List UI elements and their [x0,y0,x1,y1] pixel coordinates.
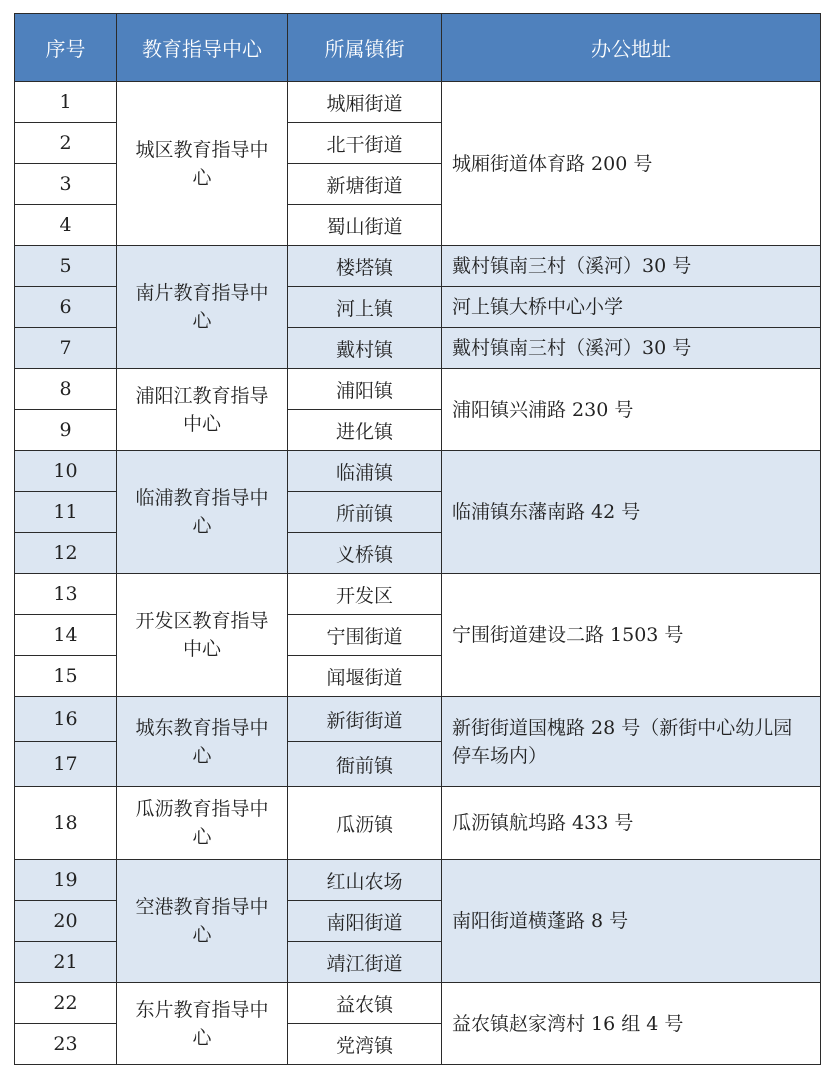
table-row [15,697,821,742]
row-town: 红山农场 [288,860,442,901]
row-no: 3 [15,164,117,205]
row-no: 12 [15,533,117,574]
row-no: 17 [15,742,117,787]
office-address: 新街街道国槐路 28 号（新街中心幼儿园停车场内） [442,697,821,787]
row-no: 14 [15,615,117,656]
row-town: 所前镇 [288,492,442,533]
row-town: 河上镇 [288,287,442,328]
row-no: 7 [15,328,117,369]
header-no: 序号 [15,14,117,82]
table-row [15,82,821,123]
center-name: 城东教育指导中心 [117,697,288,787]
center-name: 临浦教育指导中心 [117,451,288,574]
row-no: 22 [15,983,117,1024]
row-town: 南阳街道 [288,901,442,942]
row-town: 义桥镇 [288,533,442,574]
table-header-row [15,14,821,82]
table-row [15,983,821,1024]
row-no: 19 [15,860,117,901]
row-town: 开发区 [288,574,442,615]
row-town: 益农镇 [288,983,442,1024]
row-town: 新街街道 [288,697,442,742]
center-name: 开发区教育指导中心 [117,574,288,697]
row-town: 新塘街道 [288,164,442,205]
row-town: 楼塔镇 [288,246,442,287]
row-town: 戴村镇 [288,328,442,369]
row-no: 21 [15,942,117,983]
office-address: 戴村镇南三村（溪河）30 号 [442,246,821,287]
row-no: 5 [15,246,117,287]
row-town: 党湾镇 [288,1024,442,1065]
row-no: 6 [15,287,117,328]
row-town: 北干街道 [288,123,442,164]
row-town: 进化镇 [288,410,442,451]
row-no: 11 [15,492,117,533]
row-town: 宁围街道 [288,615,442,656]
center-name: 东片教育指导中心 [117,983,288,1065]
table-row [15,246,821,287]
row-town: 闻堰街道 [288,656,442,697]
center-name: 空港教育指导中心 [117,860,288,983]
row-town: 城厢街道 [288,82,442,123]
center-name: 浦阳江教育指导中心 [117,369,288,451]
header-address: 办公地址 [442,14,821,82]
office-address: 戴村镇南三村（溪河）30 号 [442,328,821,369]
center-name: 瓜沥教育指导中心 [117,787,288,860]
table-wrapper [14,13,821,1065]
table-row [15,369,821,410]
office-address: 瓜沥镇航坞路 433 号 [442,787,821,860]
office-address: 宁围街道建设二路 1503 号 [442,574,821,697]
table-row [15,860,821,901]
row-no: 16 [15,697,117,742]
table-row [15,451,821,492]
row-no: 8 [15,369,117,410]
table-row [15,787,821,860]
office-address: 河上镇大桥中心小学 [442,287,821,328]
row-no: 10 [15,451,117,492]
row-town: 靖江街道 [288,942,442,983]
header-town: 所属镇街 [288,14,442,82]
row-no: 13 [15,574,117,615]
office-address: 临浦镇东藩南路 42 号 [442,451,821,574]
row-no: 2 [15,123,117,164]
row-no: 18 [15,787,117,860]
row-town: 衙前镇 [288,742,442,787]
row-no: 15 [15,656,117,697]
education-centers-table [14,13,821,1065]
table-row [15,574,821,615]
row-no: 1 [15,82,117,123]
office-address: 南阳街道横蓬路 8 号 [442,860,821,983]
row-no: 4 [15,205,117,246]
row-town: 瓜沥镇 [288,787,442,860]
center-name: 城区教育指导中心 [117,82,288,246]
office-address: 益农镇赵家湾村 16 组 4 号 [442,983,821,1065]
office-address: 城厢街道体育路 200 号 [442,82,821,246]
row-town: 临浦镇 [288,451,442,492]
row-no: 20 [15,901,117,942]
header-center: 教育指导中心 [117,14,288,82]
row-town: 浦阳镇 [288,369,442,410]
row-town: 蜀山街道 [288,205,442,246]
office-address: 浦阳镇兴浦路 230 号 [442,369,821,451]
center-name: 南片教育指导中心 [117,246,288,369]
row-no: 9 [15,410,117,451]
row-no: 23 [15,1024,117,1065]
